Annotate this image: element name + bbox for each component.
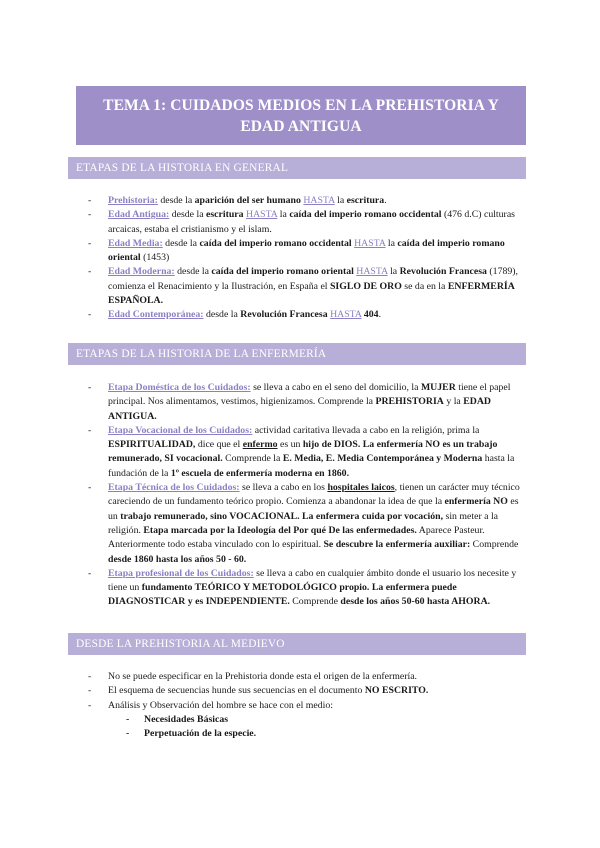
text: la <box>277 209 290 221</box>
text: Comprende <box>289 596 341 608</box>
text: es un <box>277 439 303 451</box>
bold-text: desde los años 50-60 hasta AHORA. <box>340 596 491 608</box>
bold-text: EDAD ANTIGUA. <box>108 396 491 422</box>
text: es un <box>108 496 519 522</box>
sublist-item-perpetuacion <box>126 727 528 741</box>
bold-text: caída del imperio romano oriental <box>108 237 505 264</box>
text: (476 d.C) culturas arcaicas, estaba el cristianismo y el islam. <box>108 209 515 235</box>
text: desde la <box>162 237 200 249</box>
text: Comprende <box>470 539 519 551</box>
text: , tienen un carácter muy técnico careciendo de un fundamento teórico propio. Comienza a abandonar la idea de que la <box>108 482 520 508</box>
bold-text: 1º escuela de enfermería moderna en 1860. <box>170 467 350 479</box>
text: desde la <box>203 309 241 321</box>
term-edad-media: Edad Media: <box>108 237 163 249</box>
bold-text: Etapa marcada por la Ideología del Por qué De las enfermedades. <box>143 524 417 536</box>
text: No se puede especificar en la Prehistoria donde esta el origen de la enfermería. <box>108 671 418 682</box>
bold-text: trabajo remunerado, sino VOCACIONAL. La enfermera cuida por vocación, <box>120 510 444 522</box>
hasta-keyword: HASTA <box>246 209 278 221</box>
text: se lleva a cabo en el seno del domicilio, la <box>250 382 421 393</box>
text: Aparece Pasteur. Anteriormente todo estaba vinculado con lo espiritual. <box>108 524 485 551</box>
bold-text: caída del imperio romano occidental <box>199 237 352 249</box>
bold-underlined-text: hospitales laicos <box>327 482 395 494</box>
bold-text: caída del imperio romano occidental <box>289 209 442 221</box>
term-etapa-profesional: Etapa profesional de los Cuidados: <box>108 567 254 579</box>
section-heading-prehistoria-medievo <box>68 633 526 655</box>
bold-text: MUJER <box>420 382 456 393</box>
bold-text: escritura <box>206 209 244 221</box>
term-edad-moderna: Edad Moderna: <box>108 266 175 278</box>
text: se da en la <box>401 280 448 292</box>
list-item-medievo-2 <box>88 684 528 698</box>
section-heading-text: ETAPAS DE LA HISTORIA EN GENERAL <box>76 162 289 174</box>
bold-text: enfermería NO <box>444 496 508 508</box>
text: tiene el papel principal. Nos alimentamos, vestimos, higienizamos. Comprende la <box>108 382 511 408</box>
list-item-edad-media <box>88 237 528 266</box>
medievo-list <box>88 670 528 741</box>
hasta-keyword: HASTA <box>303 195 335 206</box>
title-banner <box>76 86 526 145</box>
bold-text: hijo de DIOS. La enfermería NO es un trabajo remunerado, SI vocacional. <box>108 439 498 465</box>
text: desde la <box>157 195 195 206</box>
list-item-medievo-3 <box>88 699 528 742</box>
bold-text: E. Media, E. Media Contemporánea y Moderna <box>282 453 483 465</box>
text: dice que el <box>195 439 243 451</box>
list-item-etapa-tecnica <box>88 481 528 567</box>
enfermeria-list <box>88 381 528 610</box>
text: El esquema de secuencias hunde sus secuencias en el documento <box>108 685 365 697</box>
bold-text: Necesidades Básicas <box>144 713 229 725</box>
bold-text: Se descubre la enfermería auxiliar: <box>323 539 471 551</box>
sublist-wrapper <box>108 713 528 742</box>
text: la <box>385 237 398 249</box>
list-item-prehistoria <box>88 194 528 208</box>
page-title <box>103 95 499 137</box>
bold-text: escritura <box>346 195 385 206</box>
text: la <box>387 266 400 278</box>
list-item-medievo-1 <box>88 670 528 684</box>
title-line-1: TEMA 1: CUIDADOS MEDIOS EN LA PREHISTORIA Y <box>103 96 499 114</box>
section-heading-text: ETAPAS DE LA HISTORIA DE LA ENFERMERÍA <box>76 348 327 360</box>
bold-text: Revolución Francesa <box>399 266 487 278</box>
text: Comprende la <box>222 453 283 465</box>
bold-text: ESPIRITUALIDAD, <box>108 439 196 451</box>
list-item-etapa-vocacional <box>88 424 528 481</box>
term-etapa-vocacional: Etapa Vocacional de los Cuidados: <box>108 424 253 436</box>
bold-text: NO ESCRITO. <box>364 685 429 697</box>
term-prehistoria: Prehistoria: <box>108 195 158 206</box>
bold-text: desde 1860 hasta los años 50 - 60. <box>108 553 247 565</box>
text: y la <box>443 396 464 408</box>
list-item-edad-contemporanea <box>88 308 528 322</box>
section-heading-historia-general <box>68 157 526 179</box>
text: . <box>378 309 382 321</box>
bold-underlined-text: enfermo <box>242 439 278 451</box>
section-heading-historia-enfermeria <box>68 343 526 365</box>
list-item-edad-antigua <box>88 208 528 237</box>
text: la <box>334 195 347 206</box>
text: sin meter a la religión. <box>108 510 499 536</box>
title-line-2: EDAD ANTIGUA <box>240 117 362 135</box>
sublist <box>126 713 528 742</box>
term-etapa-tecnica: Etapa Técnica de los Cuidados: <box>108 482 240 494</box>
list-item-edad-moderna <box>88 265 528 308</box>
text: actividad caritativa llevada a cabo en la religión, prima la <box>252 424 480 436</box>
text: se lleva a cabo en cualquier ámbito donde el usuario los necesite y tiene un <box>108 567 517 594</box>
section-heading-text: DESDE LA PREHISTORIA AL MEDIEVO <box>76 638 285 650</box>
bold-text: fundamento TEÓRICO Y METODOLÓGICO propio. La enfermera puede DIAGNOSTICAR y es INDEPENDIENTE. <box>108 582 457 608</box>
bold-text: ENFERMERÍA ESPAÑOLA. <box>108 280 515 307</box>
bold-text: aparición del ser humano <box>194 195 301 206</box>
text: (1789), comienza el Renacimiento y la Ilustración, en España el <box>108 266 518 292</box>
hasta-keyword: HASTA <box>354 237 386 249</box>
text: se lleva a cabo en los <box>239 482 328 494</box>
text: desde la <box>174 266 212 278</box>
term-etapa-domestica: Etapa Doméstica de los Cuidados: <box>108 382 251 393</box>
bold-text: Perpetuación de la especie. <box>144 728 257 740</box>
text: Análisis y Observación del hombre se hace con el medio: <box>108 699 333 711</box>
text: (1453) <box>140 252 170 264</box>
bold-text: PREHISTORIA <box>375 396 444 408</box>
term-edad-contemporanea: Edad Contemporánea: <box>108 309 204 321</box>
bold-text: caída del imperio romano oriental <box>211 266 354 278</box>
sublist-item-necesidades <box>126 713 528 727</box>
bold-text: Revolución Francesa <box>240 309 328 321</box>
term-edad-antigua: Edad Antigua: <box>108 209 170 221</box>
hasta-keyword: HASTA <box>330 309 362 321</box>
text: hasta la fundación de la <box>108 453 515 479</box>
historia-general-list <box>88 194 528 323</box>
bold-text: SIGLO DE ORO <box>329 280 402 292</box>
text: desde la <box>169 209 206 221</box>
list-item-etapa-profesional <box>88 567 528 610</box>
list-item-etapa-domestica <box>88 381 528 424</box>
bold-text: 404 <box>363 309 379 321</box>
hasta-keyword: HASTA <box>356 266 388 278</box>
text: . <box>384 195 387 206</box>
